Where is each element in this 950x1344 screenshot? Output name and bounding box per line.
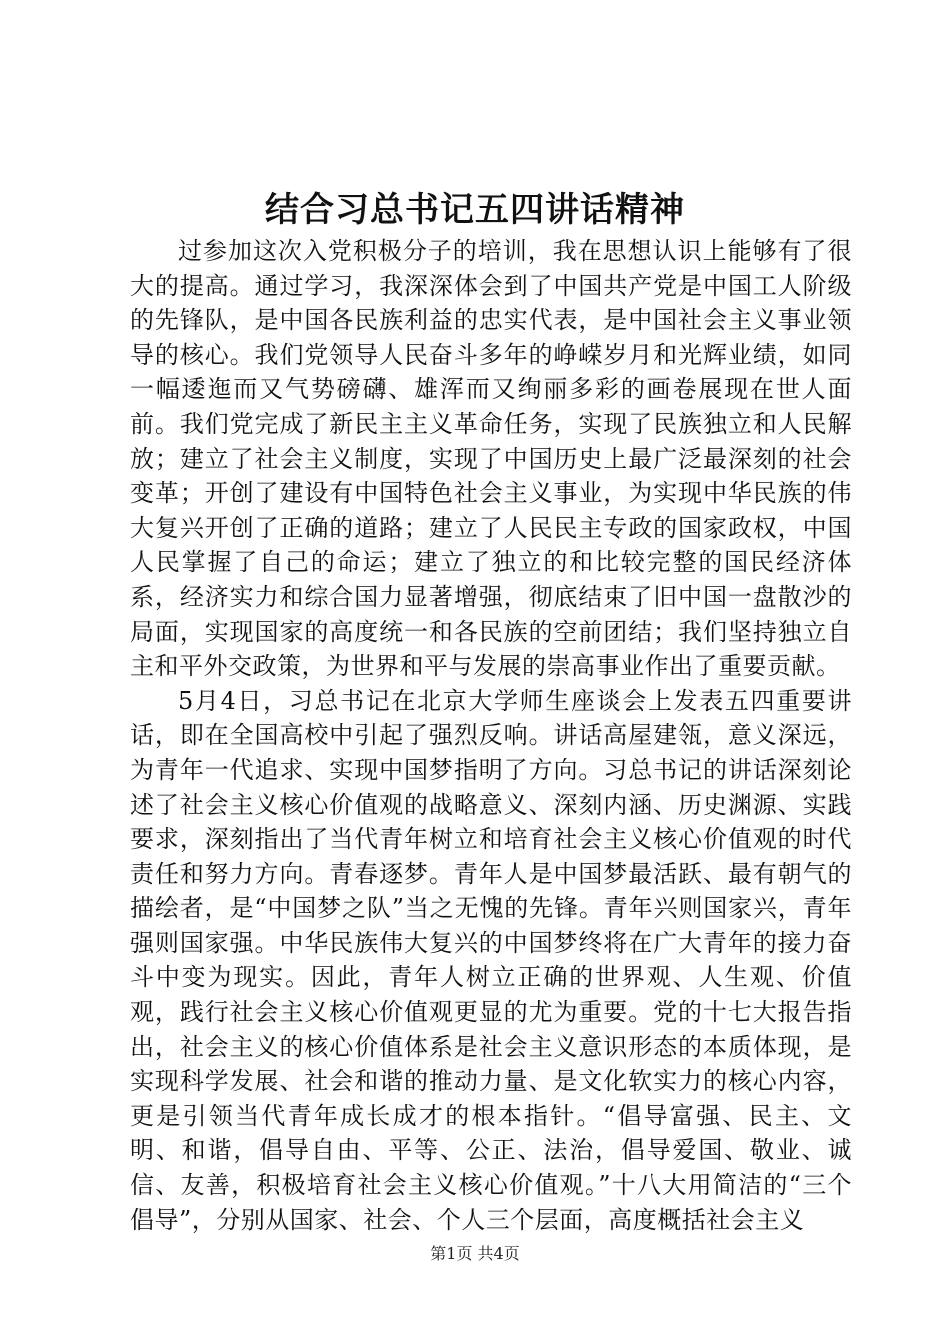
paragraph-2: 5月4日，习总书记在北京大学师生座谈会上发表五四重要讲话，即在全国高校中引起了强烈反响。讲话高屋建瓴，意义深远，为青年一代追求、实现中国梦指明了方向。习总书记的讲话深刻论述了社会主义核心价值观的战略意义、深刻内涵、历史渊源、实践要求，深刻指出了当代青年树立和培育社会主义核心价值观的时代责任和努力方向。青春逐梦。青年人是中国梦最活跃、最有朝气的描绘者，是“中国梦之队”当之无愧的先锋。青年兴则国家兴，青年强则国家强。中华民族伟大复兴的中国梦终将在广大青年的接力奋斗中变为现实。因此，青年人树立正确的世界观、人生观、价值观，践行社会主义核心价值观更显的尤为重要。党的十七大报告指出，社会主义的核心价值体系是社会主义意识形态的本质体现，是实现科学发展、社会和谐的推动力量、是文化软实力的核心内容，更是引领当代青年成长成才的根本指针。“倡导富强、民主、文明、和谐，倡导自由、平等、公正、法治，倡导爱国、敬业、诚信、友善，积极培育社会主义核心价值观。”十八大用简洁的“三个倡导”，分别从国家、社会、个人三个层面，高度概括社会主义 (130, 686, 852, 1234)
document-title: 结合习总书记五四讲话精神 (265, 190, 685, 230)
paragraph-1: 过参加这次入党积极分子的培训，我在思想认识上能够有了很大的提高。通过学习，我深深体会到了中国共产党是中国工人阶级的先锋队，是中国各民族利益的忠实代表，是中国社会主义事业领导的核心。我们党领导人民奋斗多年的峥嵘岁月和光辉业绩，如同一幅逶迤而又气势磅礴、雄浑而又绚丽多彩的画卷展现在世人面前。我们党完成了新民主主义革命任务，实现了民族独立和人民解放；建立了社会主义制度，实现了中国历史上最广泛最深刻的社会变革；开创了建设有中国特色社会主义事业，为实现中华民族的伟大复兴开创了正确的道路；建立了人民民主专政的国家政权，中国人民掌握了自己的命运；建立了独立的和比较完整的国民经济体系，经济实力和综合国力显著增强，彻底结束了旧中国一盘散沙的局面，实现国家的高度统一和各民族的空前团结；我们坚持独立自主和平外交政策，为世界和平与发展的崇高事业作出了重要贡献。 (130, 237, 852, 681)
page-footer: 第1页 共4页 (430, 1244, 520, 1263)
document-body (130, 234, 852, 1237)
